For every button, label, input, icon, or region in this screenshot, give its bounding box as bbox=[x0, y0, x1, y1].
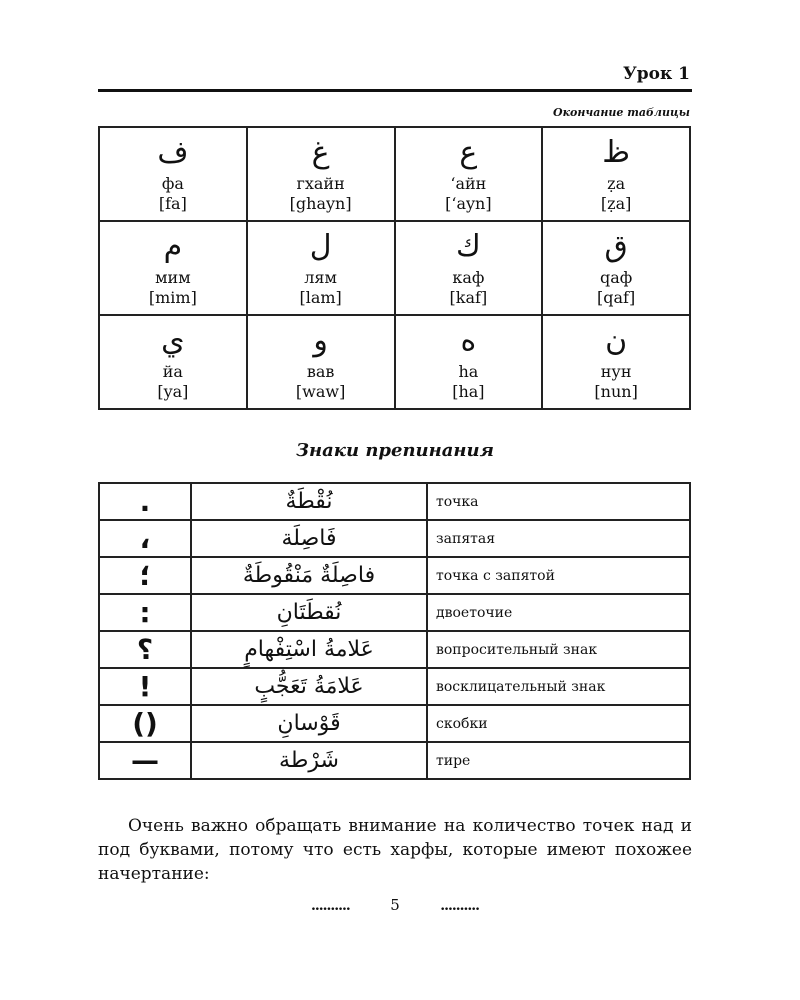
page-number: 5 bbox=[390, 896, 400, 914]
letter-name: ‘айн bbox=[450, 174, 487, 193]
punctuation-russian-name: запятая bbox=[427, 520, 690, 557]
punctuation-symbol: ، bbox=[99, 520, 191, 557]
alphabet-row bbox=[99, 221, 690, 315]
punctuation-row bbox=[99, 742, 690, 779]
punctuation-russian-name: скобки bbox=[427, 705, 690, 742]
arabic-letter: ع bbox=[459, 135, 478, 170]
arabic-letter: غ bbox=[311, 135, 330, 170]
letter-cell bbox=[99, 221, 247, 315]
body-paragraph bbox=[98, 814, 692, 886]
letter-transliteration: [nun] bbox=[594, 382, 638, 401]
arabic-letter: ه bbox=[460, 323, 477, 358]
paragraph-text: Очень важно обращать внимание на количество точек над и под буквами, потому что есть харфы, которые имеют похожее начертание: bbox=[98, 816, 692, 884]
letter-cell bbox=[395, 127, 543, 221]
letter-cell bbox=[99, 315, 247, 409]
punctuation-arabic-name: نُقْطَةٌ bbox=[191, 483, 427, 520]
letter-cell bbox=[395, 221, 543, 315]
letter-transliteration: [‘ayn] bbox=[445, 194, 492, 213]
letter-name: мим bbox=[155, 268, 191, 287]
letter-transliteration: [waw] bbox=[295, 382, 346, 401]
punctuation-arabic-name: عَلامةُ اسْتِفْهامٍ bbox=[191, 631, 427, 668]
letter-name: ẓa bbox=[607, 174, 626, 193]
letter-cell bbox=[542, 221, 690, 315]
punctuation-row bbox=[99, 594, 690, 631]
punctuation-arabic-name: عَلامَةُ تَعَجُّبٍ bbox=[191, 668, 427, 705]
punctuation-row bbox=[99, 520, 690, 557]
letter-cell bbox=[247, 127, 395, 221]
letter-name: фа bbox=[161, 174, 184, 193]
letter-cell bbox=[99, 127, 247, 221]
letter-name: лям bbox=[304, 268, 337, 287]
punctuation-russian-name: тире bbox=[427, 742, 690, 779]
letter-name: каф bbox=[452, 268, 485, 287]
arabic-letter: م bbox=[163, 229, 183, 264]
arabic-letter: ق bbox=[604, 229, 628, 264]
punctuation-row bbox=[99, 483, 690, 520]
letter-cell bbox=[247, 315, 395, 409]
punctuation-symbol: . bbox=[99, 483, 191, 520]
punctuation-arabic-name: فاصِلَةٌ مَنْقُوطَةٌ bbox=[191, 557, 427, 594]
punctuation-row bbox=[99, 557, 690, 594]
letter-transliteration: [ya] bbox=[157, 382, 189, 401]
letter-name: йа bbox=[162, 362, 183, 381]
header-divider bbox=[98, 89, 692, 92]
arabic-letter: ي bbox=[161, 323, 185, 358]
table-continuation-caption: Окончание таблицы bbox=[552, 106, 690, 119]
letter-name: вав bbox=[306, 362, 335, 381]
punctuation-symbol: : bbox=[99, 594, 191, 631]
arabic-letter: و bbox=[313, 323, 328, 358]
punctuation-row bbox=[99, 668, 690, 705]
footer-left-dots: .......... bbox=[311, 898, 350, 914]
punctuation-row bbox=[99, 705, 690, 742]
letter-cell bbox=[247, 221, 395, 315]
letter-transliteration: [fa] bbox=[158, 194, 187, 213]
letter-name: нун bbox=[600, 362, 632, 381]
punctuation-russian-name: вопросительный знак bbox=[427, 631, 690, 668]
footer-right-dots: .......... bbox=[440, 898, 479, 914]
punctuation-symbol: — bbox=[99, 742, 191, 779]
punctuation-russian-name: точка с запятой bbox=[427, 557, 690, 594]
alphabet-row bbox=[99, 127, 690, 221]
punctuation-section-title: Знаки препинания bbox=[296, 440, 494, 461]
punctuation-arabic-name: فَاصِلَة bbox=[191, 520, 427, 557]
punctuation-symbol: ؟ bbox=[99, 631, 191, 668]
alphabet-row bbox=[99, 315, 690, 409]
letter-transliteration: [kaf] bbox=[449, 288, 488, 307]
arabic-letter: ن bbox=[605, 323, 628, 358]
lesson-title: Урок 1 bbox=[622, 64, 690, 84]
letter-cell bbox=[542, 127, 690, 221]
letter-transliteration: [mim] bbox=[148, 288, 197, 307]
punctuation-russian-name: точка bbox=[427, 483, 690, 520]
punctuation-symbol: ؛ bbox=[99, 557, 191, 594]
letter-transliteration: [ha] bbox=[452, 382, 485, 401]
alphabet-table bbox=[98, 126, 691, 410]
letter-transliteration: [ẓa] bbox=[600, 194, 632, 213]
punctuation-table bbox=[98, 482, 691, 780]
arabic-letter: ف bbox=[157, 135, 189, 170]
punctuation-russian-name: двоеточие bbox=[427, 594, 690, 631]
letter-transliteration: [ghayn] bbox=[289, 194, 352, 213]
letter-name: qaф bbox=[599, 268, 633, 287]
letter-cell bbox=[542, 315, 690, 409]
punctuation-symbol: ! bbox=[99, 668, 191, 705]
arabic-letter: ك bbox=[456, 229, 481, 264]
punctuation-row bbox=[99, 631, 690, 668]
punctuation-russian-name: восклицательный знак bbox=[427, 668, 690, 705]
letter-transliteration: [lam] bbox=[299, 288, 342, 307]
letter-cell bbox=[395, 315, 543, 409]
page-footer bbox=[0, 896, 790, 914]
letter-name: гхайн bbox=[296, 174, 345, 193]
letter-name: ha bbox=[458, 362, 479, 381]
punctuation-symbol: () bbox=[99, 705, 191, 742]
arabic-letter: ل bbox=[309, 229, 332, 264]
punctuation-arabic-name: قَوْسانِ bbox=[191, 705, 427, 742]
punctuation-arabic-name: شَرْطة bbox=[191, 742, 427, 779]
letter-transliteration: [qaf] bbox=[597, 288, 636, 307]
punctuation-arabic-name: نُقطَتَانِ bbox=[191, 594, 427, 631]
arabic-letter: ظ bbox=[602, 135, 630, 170]
